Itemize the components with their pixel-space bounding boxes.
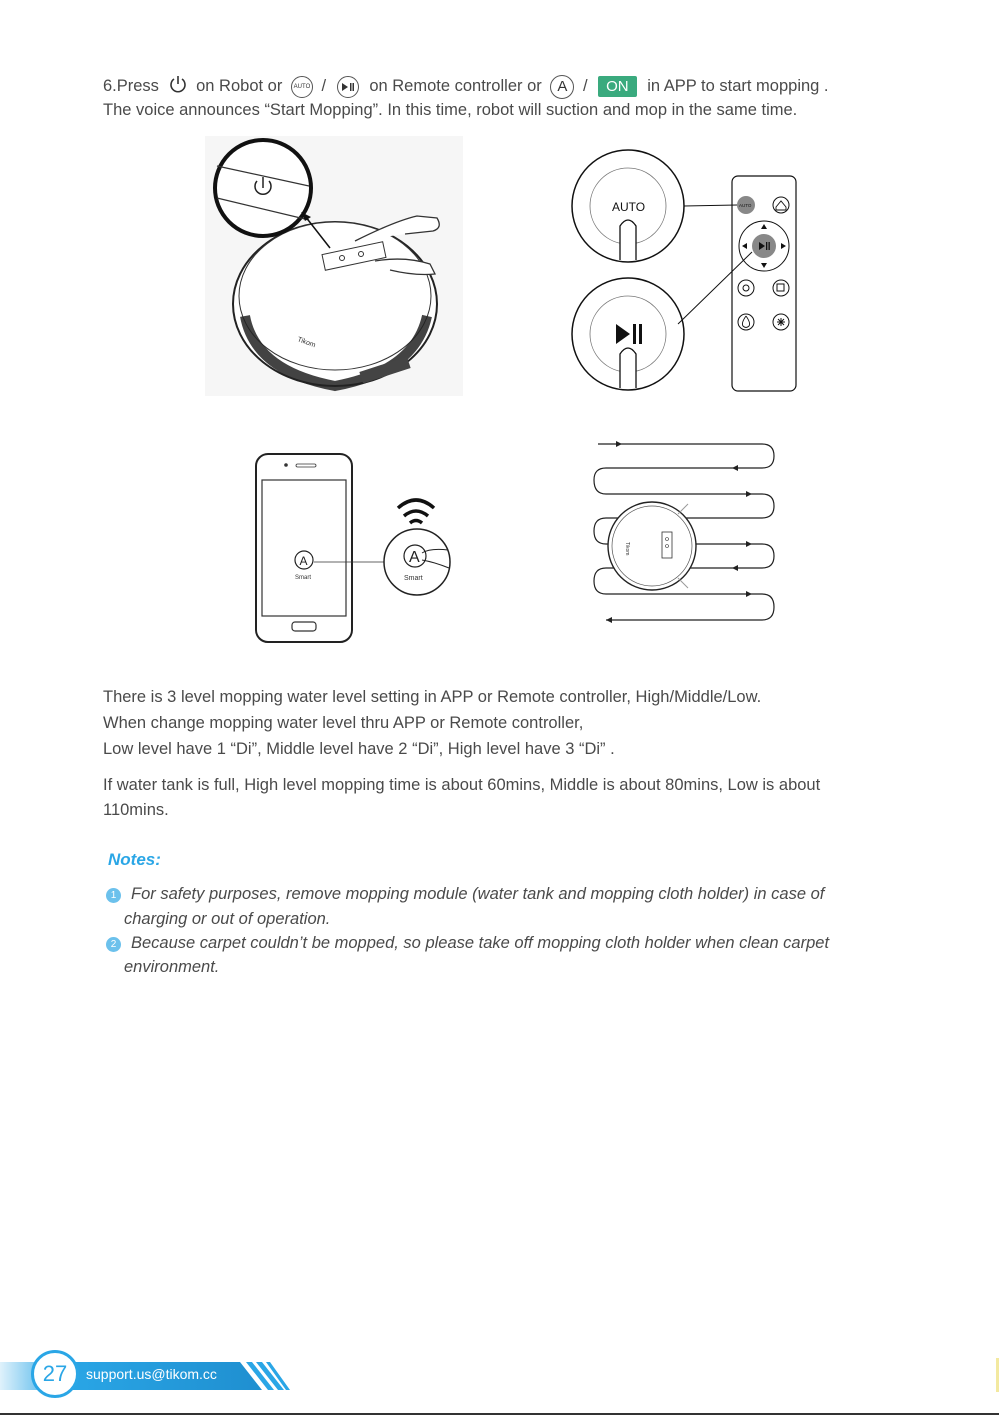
note-2-line-1 bbox=[106, 934, 829, 953]
body-paragraph-2: When change mopping water level thru APP or Remote controller, bbox=[103, 714, 584, 732]
in-app-text: in APP to start mopping . bbox=[647, 76, 829, 95]
note-2-text: Because carpet couldn’t be mopped, so please take off mopping cloth holder when clean carpet bbox=[131, 934, 830, 952]
body-paragraph-5: 110mins. bbox=[103, 801, 169, 819]
note-1-line-2: charging or out of operation. bbox=[124, 910, 331, 928]
support-email: support.us@tikom.cc bbox=[86, 1366, 217, 1382]
note-1-text: For safety purposes, remove mopping module (water tank and mopping cloth holder) in case of bbox=[131, 885, 825, 903]
auto-button-icon: AUTO bbox=[291, 76, 313, 98]
instruction-line-1 bbox=[103, 74, 829, 99]
note-2-number: 2 bbox=[106, 937, 121, 952]
zoom-auto-label: AUTO bbox=[612, 200, 646, 214]
remote-auto-small-label: AUTO bbox=[739, 203, 752, 208]
slash-text-2: / bbox=[582, 76, 588, 95]
note-1-line-1 bbox=[106, 885, 824, 904]
body-paragraph-1: There is 3 level mopping water level setting in APP or Remote controller, High/Middle/Low. bbox=[103, 688, 762, 706]
page-number: 27 bbox=[31, 1350, 79, 1398]
slash-text: / bbox=[321, 76, 327, 95]
power-icon bbox=[168, 74, 188, 99]
a-smart-icon: A bbox=[550, 75, 574, 99]
on-robot-text: on Robot or bbox=[196, 76, 283, 95]
on-badge: ON bbox=[598, 76, 637, 97]
robot-brand-label: Tikom bbox=[296, 336, 317, 350]
bottom-rule bbox=[0, 1413, 999, 1415]
body-paragraph-4: If water tank is full, High level mopping time is about 60mins, Middle is about 80mins, Low is about bbox=[103, 776, 821, 794]
app-smart-label: Smart bbox=[295, 575, 312, 581]
press-text: 6.Press bbox=[103, 76, 159, 95]
app-a-label: A bbox=[299, 554, 308, 568]
phone-app-figure bbox=[252, 450, 458, 646]
notes-title: Notes: bbox=[108, 850, 161, 869]
note-2-line-2: environment. bbox=[124, 958, 220, 976]
instruction-line-2: The voice announces “Start Mopping”. In this time, robot will suction and mop in the same time. bbox=[103, 101, 798, 119]
zoom-smart-label: Smart bbox=[404, 575, 423, 582]
path-robot-brand: Tikom bbox=[624, 542, 630, 556]
remote-control-figure bbox=[570, 148, 800, 393]
play-pause-button-icon bbox=[337, 76, 359, 98]
body-paragraph-3: Low level have 1 “Di”, Middle level have 2 “Di”, High level have 3 “Di” . bbox=[103, 740, 615, 758]
mopping-path-figure bbox=[590, 436, 782, 632]
robot-power-button-figure bbox=[205, 136, 463, 396]
on-remote-text: on Remote controller or bbox=[369, 76, 542, 95]
zoom-a-label: A bbox=[409, 549, 420, 566]
note-1-number: 1 bbox=[106, 888, 121, 903]
